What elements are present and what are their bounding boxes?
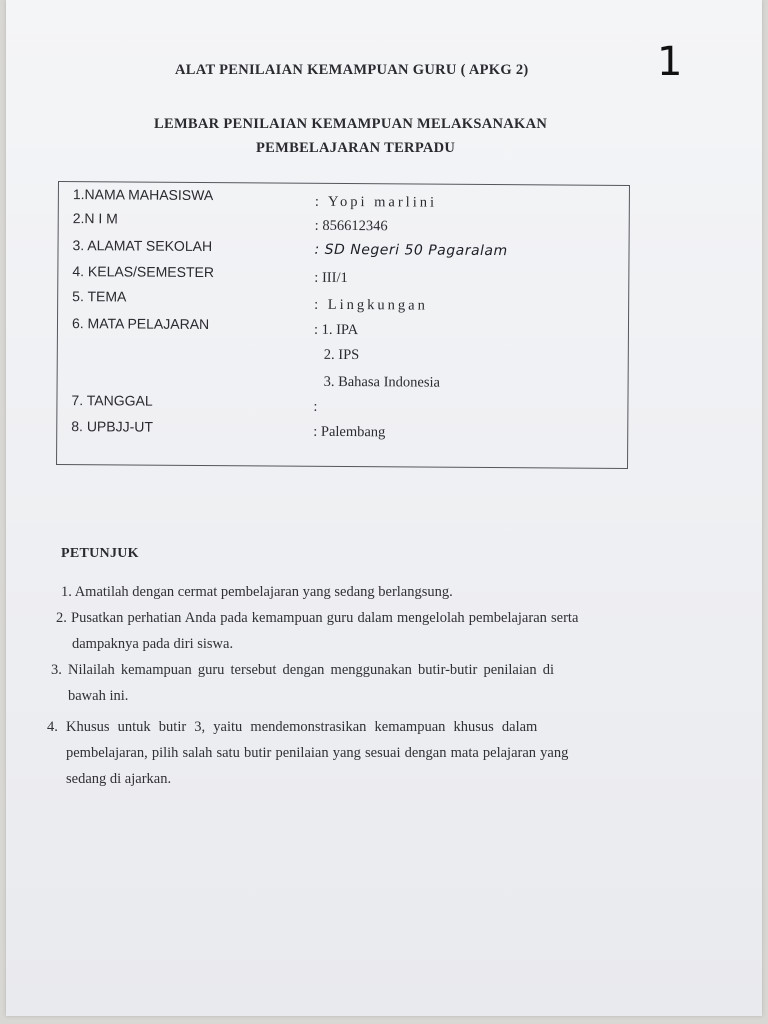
petunjuk-line: pembelajaran, pilih salah satu butir penilaian yang sesuai dengan mata pelajaran yang: [66, 745, 569, 761]
document-subtitle-line-2: PEMBELAJARAN TERPADU: [256, 140, 456, 156]
document-subtitle-line-1: LEMBAR PENILAIAN KEMAMPUAN MELAKSANAKAN: [154, 116, 548, 132]
mapel-value-2: 2. IPS: [323, 346, 360, 364]
document-title: ALAT PENILAIAN KEMAMPUAN GURU ( APKG 2): [175, 62, 529, 78]
petunjuk-line: sedang di ajarkan.: [66, 771, 172, 787]
nim-value: : 856612346: [314, 217, 388, 235]
petunjuk-line: 1. Amatilah dengan cermat pembelajaran yang sedang berlangsung.: [61, 584, 453, 600]
alamat-value: : SD Negeri 50 Pagaralam: [314, 241, 508, 260]
identity-box: [56, 181, 630, 469]
upbjj-value: : Palembang: [313, 423, 386, 441]
nim-label: 2.N I M: [72, 210, 118, 227]
petunjuk-line: 3. Nilailah kemampuan guru tersebut dengan menggunakan butir-butir penilaian di: [51, 662, 554, 678]
petunjuk-line: dampaknya pada diri siswa.: [72, 636, 234, 652]
page-number: 1: [657, 39, 683, 85]
kelas-label: 4. KELAS/SEMESTER: [72, 263, 215, 281]
mapel-value-3: 3. Bahasa Indonesia: [323, 373, 441, 391]
nama-label: 1.NAMA MAHASISWA: [72, 186, 214, 204]
upbjj-label: 8. UPBJJ-UT: [71, 418, 154, 435]
petunjuk-line: bawah ini.: [68, 688, 129, 704]
tanggal-value: :: [313, 398, 318, 415]
nama-value: : Yopi marlini: [314, 193, 438, 211]
petunjuk-heading: PETUNJUK: [61, 546, 139, 561]
document-page: [6, 0, 762, 1016]
mapel-value-1: : 1. IPA: [313, 321, 359, 339]
alamat-label: 3. ALAMAT SEKOLAH: [72, 237, 213, 255]
petunjuk-line: 4. Khusus untuk butir 3, yaitu mendemonstrasikan kemampuan khusus dalam: [47, 719, 538, 735]
tema-value: : Lingkungan: [314, 296, 428, 314]
kelas-value: : III/1: [314, 269, 348, 287]
mapel-label: 6. MATA PELAJARAN: [71, 315, 210, 333]
petunjuk-line: 2. Pusatkan perhatian Anda pada kemampuan guru dalam mengelolah pembelajaran serta: [56, 610, 579, 626]
tema-label: 5. TEMA: [72, 288, 127, 305]
tanggal-label: 7. TANGGAL: [71, 392, 153, 409]
